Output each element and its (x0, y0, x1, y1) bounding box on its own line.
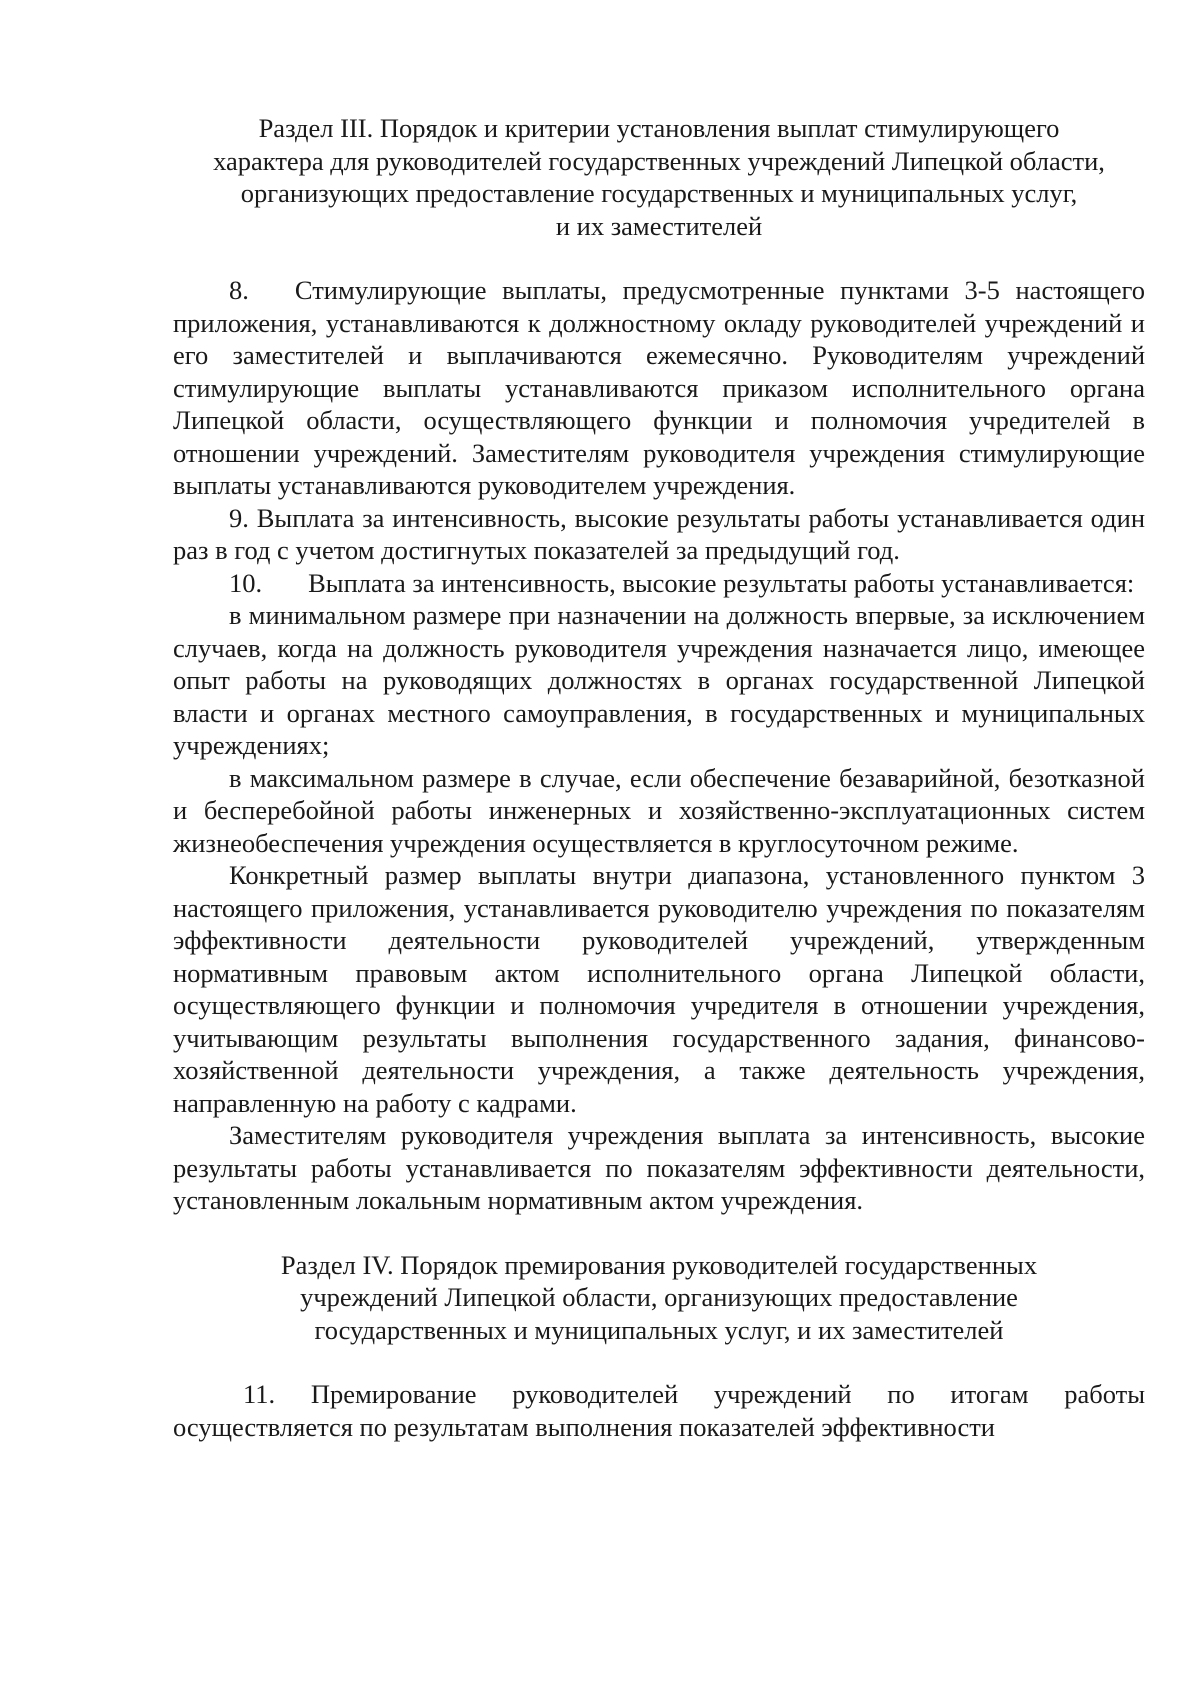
paragraph-10-minimum: в минимальном размере при назначении на должность впервые, за исключением случаев, когда на должность руководителя учреждения назначается лицо, имеющее опыт работы на руководящих должностях в органах государственной Липецкой власти и органах местного самоуправления, в государственных и муниципальных учреждениях; (173, 600, 1145, 760)
paragraph-8-text: Стимулирующие выплаты, предусмотренные пунктами 3-5 настоящего приложения, устанавливаются к должностному окладу руководителей учреждений и его заместителей и выплачиваются ежемесячно. Руководителям учреждений стимулирующие выплаты устанавливаются приказом исполнительного органа Липецкой области, осуществляющего функции и полномочия учредителей в отношении учреждений. Заместителям руководителя учреждения стимулирующие выплаты устанавливаются руководителем учреждения. (173, 275, 1145, 500)
paragraph-11-number: 11. (243, 1379, 276, 1409)
paragraph-10-deputies: Заместителям руководителя учреждения выплата за интенсивность, высокие результаты работы устанавливается по показателям эффективности деятельности, установленным локальным нормативным актом учреждения. (173, 1120, 1145, 1215)
paragraph-11 (173, 1378, 1145, 1443)
section-4-title-line: Раздел IV. Порядок премирования руководителей государственных (280, 1249, 1038, 1280)
paragraph-10-number: 10. (229, 567, 263, 598)
paragraph-10-maximum: в максимальном размере в случае, если обеспечение безаварийной, безотказной и бесперебойной работы инженерных и хозяйственно-эксплуатационных систем жизнеобеспечения учреждения осуществляется в круглосуточном режиме. (173, 762, 1145, 858)
section-4-title (173, 1249, 1145, 1347)
section-4-title-line: государственных и муниципальных услуг, и их заместителей (314, 1314, 1004, 1345)
paragraph-10-text: Выплата за интенсивность, высокие результаты работы устанавливается: (308, 567, 1135, 598)
section-3-title-line: и их заместителей (555, 210, 763, 241)
document-page (173, 112, 1145, 1443)
paragraph-8-number: 8. (229, 275, 249, 305)
paragraph-10 (173, 567, 1145, 600)
section-3-title (173, 112, 1145, 242)
paragraph-10-concrete-size: Конкретный размер выплаты внутри диапазона, установленного пунктом 3 настоящего приложения, устанавливается руководителю учреждения по показателям эффективности деятельности руководителей учреждений, утвержденным нормативным правовым актом исполнительного органа Липецкой области, осуществляющего функции и полномочия учредителя в отношении учреждения, учитывающим результаты выполнения государственного задания, финансово-хозяйственной деятельности учреждения, а также деятельность учреждения, направленную на работу с кадрами. (173, 860, 1145, 1118)
section-3-title-line: характера для руководителей государственных учреждений Липецкой области, (213, 145, 1105, 176)
section-3-title-line: организующих предоставление государственных и муниципальных услуг, (240, 178, 1078, 208)
paragraph-8 (173, 274, 1145, 502)
paragraph-9: 9. Выплата за интенсивность, высокие результаты работы устанавливается один раз в год с учетом достигнутых показателей за предыдущий год. (173, 502, 1145, 565)
paragraph-11-text: Премирование руководителей учреждений по итогам работы осуществляется по результатам выполнения показателей эффективности (173, 1379, 1145, 1442)
section-4-title-line: учреждений Липецкой области, организующих предоставление (300, 1282, 1018, 1312)
section-3-title-line: Раздел III. Порядок и критерии установления выплат стимулирующего (258, 113, 1060, 143)
